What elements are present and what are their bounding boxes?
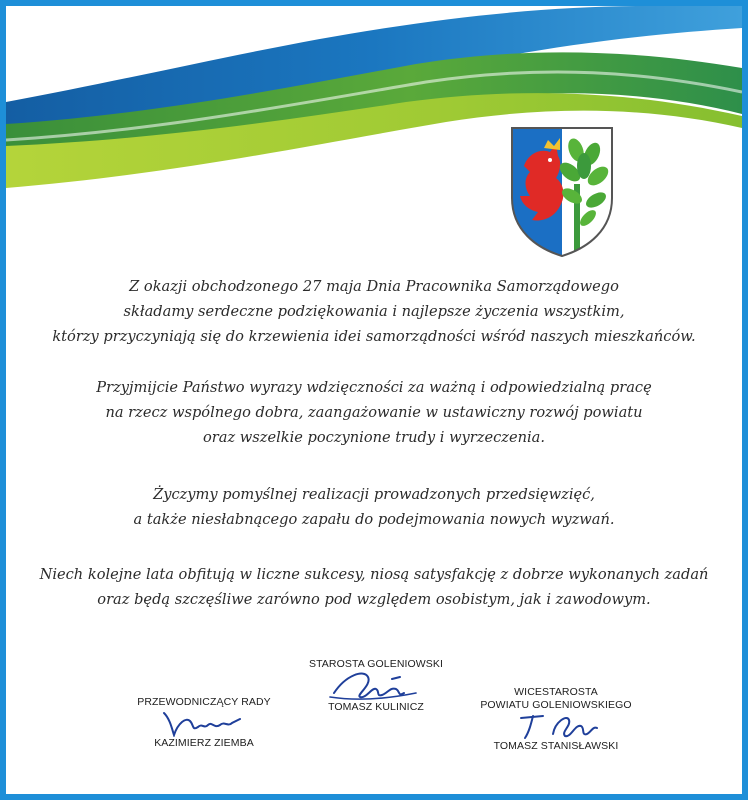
paragraph-line: Niech kolejne lata obfitują w liczne sukcesy, niosą satysfakcję z dobrze wykonanych zadań [39,566,709,583]
greeting-paragraph-2 [16,375,732,450]
handwritten-signature-icon [316,671,436,701]
paragraph-line: na rzecz wspólnego dobra, zaangażowanie w ustawiczny rozwój powiatu [105,404,643,421]
signature-name: TOMASZ KULINICZ [328,701,424,713]
signature-name: KAZIMIERZ ZIEMBA [154,737,254,749]
greeting-paragraph-1 [16,274,732,349]
paragraph-line: Przyjmijcie Państwo wyrazy wdzięczności za ważną i odpowiedzialną pracę [96,379,652,396]
signature-title: POWIATU GOLENIOWSKIEGO [480,699,632,711]
decorative-wave-banner [6,6,742,216]
coat-of-arms-griffin-and-oak-icon [510,126,614,258]
handwritten-signature-icon [144,709,264,737]
greeting-paragraph-4 [16,562,732,612]
signature-name: TOMASZ STANISŁAWSKI [493,740,619,752]
paragraph-line: a także niesłabnącego zapału do podejmowania nowych wyzwań. [133,511,615,528]
signature-title: PRZEWODNICZĄCY RADY [137,696,271,708]
paragraph-line: oraz będą szczęśliwe zarówno pod względem osobistym, jak i zawodowym. [97,591,651,608]
handwritten-signature-icon [491,712,621,740]
greeting-paragraph-3 [16,482,732,532]
greeting-card [6,6,742,794]
signature-przewodniczacy [114,696,294,750]
paragraph-line: Z okazji obchodzonego 27 maja Dnia Pracownika Samorządowego [129,278,619,295]
paragraph-line: Życzymy pomyślnej realizacji prowadzonych przedsięwzięć, [153,486,595,503]
paragraph-line: którzy przyczyniają się do krzewienia idei samorządności wśród naszych mieszkańców. [52,328,696,345]
signature-wicestarosta [456,686,656,753]
signature-title: STAROSTA GOLENIOWSKI [308,658,444,670]
paragraph-line: składamy serdeczne podziękowania i najlepsze życzenia wszystkim, [123,303,625,320]
signature-starosta [286,658,466,714]
paragraph-line: oraz wszelkie poczynione trudy i wyrzeczenia. [202,429,546,446]
signature-title: WICESTAROSTA [514,686,598,698]
